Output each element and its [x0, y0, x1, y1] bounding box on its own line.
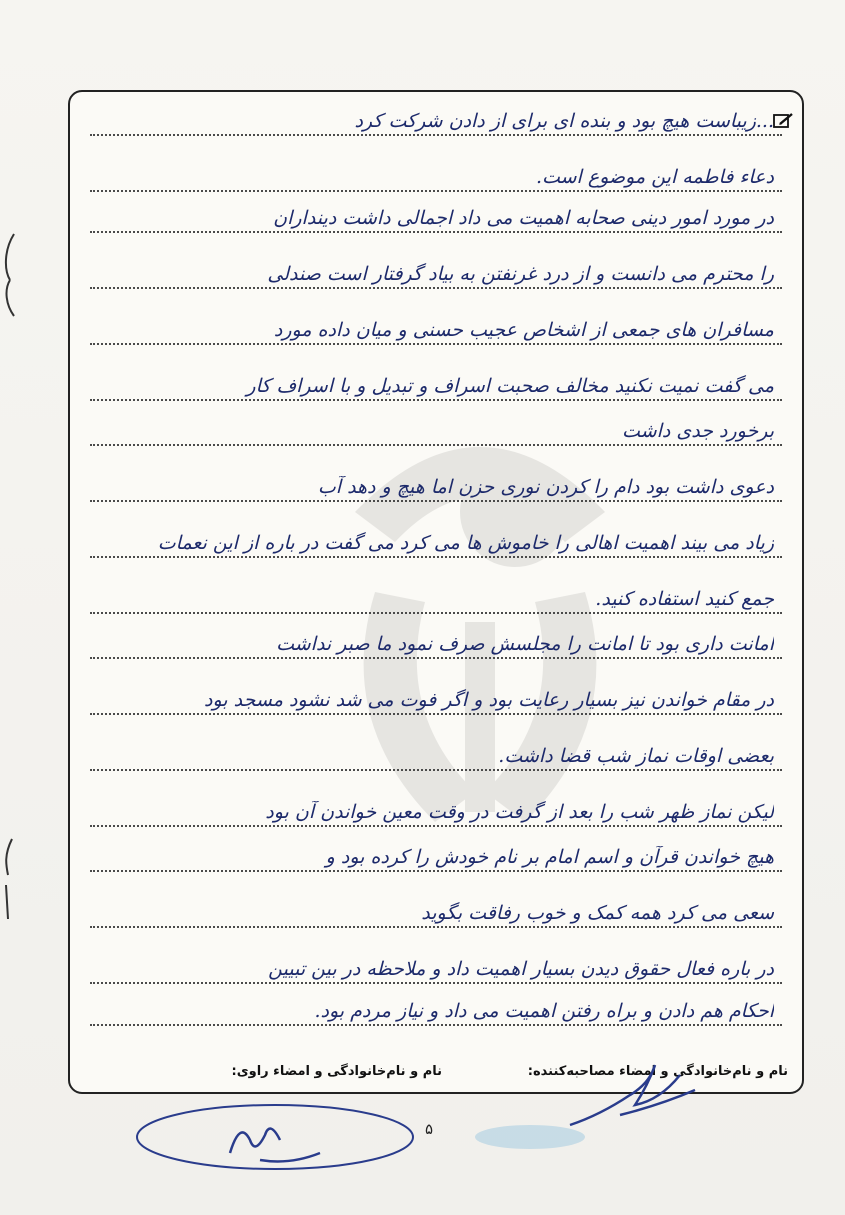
handwritten-line: ...زیباست هیچ بود و بنده ای برای از دادن شرکت کرد [354, 110, 774, 132]
page-number: ۵ [425, 1120, 434, 1138]
rule-line [90, 982, 782, 984]
handwritten-line: در باره فعال حقوق دیدن بسیار اهمیت داد و ملاحظه در بین تبیین [268, 958, 774, 980]
rule-line [90, 444, 782, 446]
interviewer-label: نام و نام‌خانوادگی و امضاء مصاحبه‌کننده: [527, 1064, 788, 1079]
rule-line [90, 134, 782, 136]
rule-line [90, 825, 782, 827]
document-frame [68, 90, 804, 1094]
ink-stain [470, 1115, 590, 1155]
rule-line [90, 556, 782, 558]
narrator-signature [130, 1095, 420, 1180]
handwritten-line: سعی می کرد همه کمک و خوب رفاقت بگوید [421, 902, 774, 924]
handwritten-line: زیاد می بیند اهمیت اهالی را خاموش ها می کرد می گفت در باره از این نعمات [157, 532, 774, 554]
rule-line [90, 926, 782, 928]
handwritten-line: جمع کنید استفاده کنید. [595, 588, 774, 610]
pen-icon [772, 112, 794, 130]
rule-line [90, 1024, 782, 1026]
rule-line [90, 343, 782, 345]
narrator-label: نام و نام‌خانوادگی و امضاء راوی: [231, 1064, 442, 1079]
handwritten-line: در مقام خواندن نیز بسیار رعایت بود و اگر فوت می شد نشود مسجد بود [204, 689, 774, 711]
rule-line [90, 231, 782, 233]
handwritten-line: برخورد جدی داشت [622, 420, 774, 442]
margin-mark-bottom [0, 835, 18, 925]
handwritten-line: در مورد امور دینی صحابه اهمیت می داد اجمالی داشت دینداران [273, 207, 774, 229]
handwritten-line: را محترم می دانست و از درد غرنفتن به بیاد گرفتار است صندلی [267, 263, 774, 285]
rule-line [90, 399, 782, 401]
rule-line [90, 190, 782, 192]
handwritten-line: می گفت نمیت نکنید مخالف صحبت اسراف و تبدیل و با اسراف کار [246, 375, 774, 397]
handwritten-line: دعاء فاطمه این موضوع است. [535, 166, 774, 188]
handwritten-line: امانت داری بود تا امانت را مجلسش صرف نمود ما صبر نداشت [276, 633, 774, 655]
handwritten-line: احکام هم دادن و براه رفتن اهمیت می داد و نیاز مردم بود. [314, 1000, 774, 1022]
margin-mark-top [0, 230, 18, 320]
rule-line [90, 769, 782, 771]
handwritten-line: دعوی داشت بود دام را کردن نوری حزن اما هیچ و دهد آب [317, 476, 774, 498]
handwritten-line: هیچ خواندن قرآن و اسم امام بر نام خودش را کرده بود و [325, 846, 774, 868]
rule-line [90, 657, 782, 659]
handwritten-line: بعضی اوقات نماز شب قضا داشت. [498, 745, 774, 767]
handwritten-line: لیکن نماز ظهر شب را بعد از گرفت در وقت معین خواندن آن بود [265, 801, 774, 823]
rule-line [90, 287, 782, 289]
rule-line [90, 713, 782, 715]
rule-line [90, 870, 782, 872]
handwritten-line: مسافران های جمعی از اشخاص عجیب حسنی و میان داده مورد [273, 319, 774, 341]
rule-line [90, 612, 782, 614]
rule-line [90, 500, 782, 502]
